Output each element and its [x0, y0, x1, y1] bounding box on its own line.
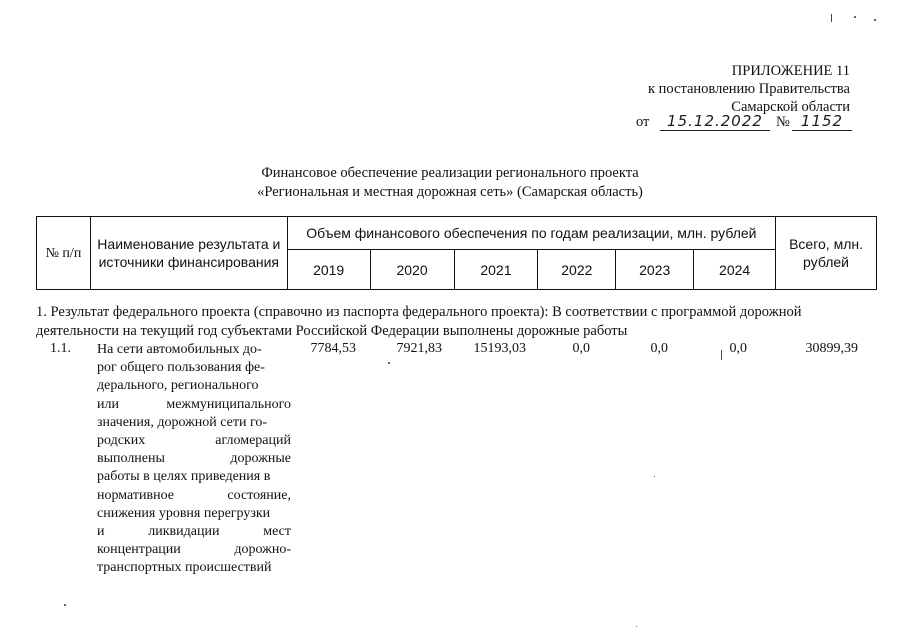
row-description [97, 341, 291, 578]
value-2019: 7784,53 [310, 341, 356, 356]
desc-line: или межмуниципального [97, 396, 291, 412]
value-2020: 7921,83 [396, 341, 442, 356]
header-total: Всего, млн. рублей [776, 217, 877, 290]
scan-mark [721, 350, 722, 360]
number-sign: № [776, 114, 790, 130]
appendix-date-line [636, 114, 856, 131]
value-2024: 0,0 [729, 341, 747, 356]
header-number: № п/п [37, 217, 91, 290]
header-year: 2020 [370, 250, 454, 290]
desc-line: концентрации дорожно- [97, 542, 291, 558]
scan-speck [636, 626, 637, 627]
desc-line: транспортных происшествий [97, 560, 272, 576]
handwritten-number: 1152 [792, 112, 852, 131]
desc-line: родских агломераций [97, 433, 291, 449]
appendix-decree: к постановлению Правительства [648, 81, 850, 97]
value-2021: 15193,03 [473, 341, 526, 356]
appendix-title: ПРИЛОЖЕНИЕ 11 [731, 63, 850, 79]
scan-speck [854, 16, 856, 18]
date-prefix: от [636, 114, 650, 130]
header-year: 2019 [287, 250, 370, 290]
scan-speck [388, 362, 390, 364]
desc-line: рог общего пользования фе- [97, 360, 265, 376]
scan-speck [874, 19, 876, 21]
appendix-header [560, 62, 850, 116]
row-number: 1.1. [50, 341, 71, 356]
value-2023: 0,0 [650, 341, 668, 356]
document-title [200, 164, 700, 202]
desc-line: На сети автомобильных до- [97, 342, 262, 357]
appendix-region: Самарской области [731, 99, 850, 115]
desc-line: значения, дорожной сети го- [97, 414, 268, 430]
title-line-2: «Региональная и местная дорожная сеть» (Самарская область) [257, 184, 643, 200]
desc-line: снижения уровня перегрузки [97, 505, 271, 521]
funding-table-header [36, 216, 877, 290]
title-line-1: Финансовое обеспечение реализации регионального проекта [261, 165, 639, 181]
scan-speck [654, 476, 655, 477]
desc-line: работы в целях приведения в [97, 469, 271, 485]
handwritten-date: 15.12.2022 [660, 112, 770, 131]
header-year: 2022 [538, 250, 616, 290]
scan-mark [831, 14, 832, 22]
header-year: 2024 [694, 250, 776, 290]
desc-line: дерального, регионального [97, 378, 259, 394]
value-2022: 0,0 [572, 341, 590, 356]
header-name: Наименование результата и источники финансирования [90, 217, 287, 290]
desc-line: нормативное состояние, [97, 487, 291, 503]
desc-line: выполнены дорожные [97, 451, 291, 467]
header-year: 2023 [616, 250, 694, 290]
header-year: 2021 [454, 250, 538, 290]
section-result-text: 1. Результат федерального проекта (справочно из паспорта федерального проекта): В соответствии с программой дорожной деятельности на текущий год субъектами Российской Федерации выполнены дорожные работы [36, 304, 802, 339]
value-total: 30899,39 [805, 341, 858, 356]
header-funding: Объем финансового обеспечения по годам реализации, млн. рублей [287, 217, 775, 250]
scan-speck [64, 604, 66, 606]
desc-line: и ликвидации мест [97, 524, 291, 540]
